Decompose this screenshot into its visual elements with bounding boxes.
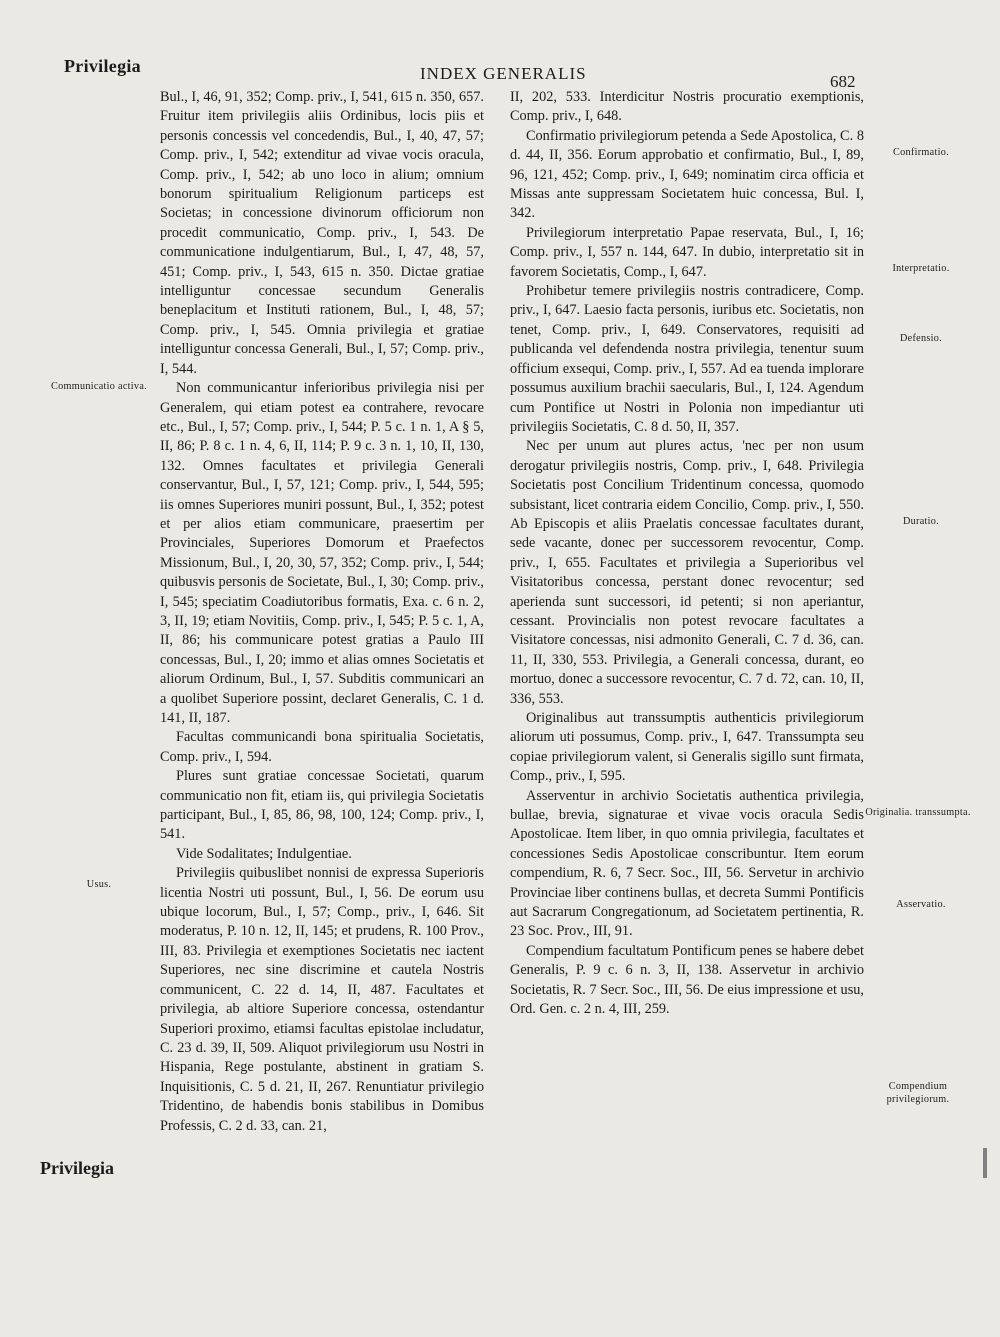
margin-note-communicatio: Communicatio activa. [51,381,147,392]
paragraph: Originalibus aut transsumptis authenticis privilegiorum aliorum uti possumus, Comp. priv., I, 647. Transsumpta seu copiae privilegiorum valent, si Generalis sigillo sunt firmata, Comp., priv., I, 595. [510,710,864,785]
left-text-column [160,88,484,1136]
paragraph: Nec per unum aut plures actus, 'nec per non usum derogatur privilegiis nostris, Comp. priv., I, 648. Privilegia Societatis post Concilium Tridentinum concessa, quomodo subsistant, licet contraria eidem Concilio, Comp. priv., I, 550. Ab Episcopis et aliis Praelatis concessae facultates durant, sede vacante, donec per successorem revocentur, Comp. priv., I, 655. Facultates et privilegia a Superioribus vel Visitatoribus concessa, perstant donec revocentur; sed aperienda sunt successori, id petenti; si non aperiantur, cessant. Provincialis non potest revocare facultates a Visitatore concessas, nisi admonito Generali, C. 7 d. 36, can. 11, II, 330, 553. Privilegia, a Generali concessa, durant, eo mortuo, donec a successore revocentur, C. 7 d. 72, can. 10, II, 336, 553. [510,438,864,707]
paragraph: Compendium facultatum Pontificum penes se habere debet Generalis, P. 9 c. 6 n. 3, II, 138. Asservetur in archivio Societatis, R. 7 Secr. Soc., III, 56. De eius impressione et usu, Ord. Gen. c. 2 n. 4, III, 259. [510,942,864,1018]
margin-note-originalia: Originalia. transsumpta. [865,807,971,818]
margin-note-asservatio: Asservatio. [896,899,946,910]
paragraph: Vide Sodalitates; Indulgentiae. [176,845,352,862]
margin-note-confirmatio: Confirmatio. [893,147,949,158]
paragraph: Non communicantur inferioribus privilegia nisi per Generalem, qui etiam potest ea contrahere, revocare etc., Bul., I, 57; Comp. priv., I, 544; P. 5 c. 1 n. 1, A § 5, II, 86; P. 8 c. 1 n. 4, 6, II, 114; P. 9 c. 3 n. 1, 10, II, 130, 132. Omnes facultates et privilegia Generali conservantur, Bul., I, 57, 121; Comp. priv., I, 544, 595; iis omnes Superiores muniri possunt, Bul., I, 352; potest et per alios etiam communicare, praesertim per Provinciales, Superiores Domorum et Praefectos Missionum, Bul., I, 20, 30, 57, 352; Comp. priv., I, 544; quibusvis personis de Societate, Bul., I, 30; Comp. priv., I, 545; speciatim Coadiutoribus formatis, Exa. c. 6 n. 2, 3, II, 19; etiam Novitiis, Comp. priv., I, 545; P. 5 c. 1, A, II, 86; his communicare potest gratias a Paulo III concessas, Bul., I, 20; immo et alias omnes Societatis et aliorum Ordinum, Bul., I, 57. Subditis communicari an a quolibet Superiore possint, declaret Generalis, C. 1 d. 141, II, 187. [160,380,484,726]
margin-note-duratio: Duratio. [902,516,940,527]
margin-note-usus: Usus. [86,879,112,890]
page-title: INDEX GENERALIS [420,64,587,83]
margin-note-compendium: Compendium privilegiorum. [886,1081,950,1105]
page-number: 682 [830,72,856,91]
paragraph: Asserventur in archivio Societatis authentica privilegia, bullae, brevia, signaturae et vivae vocis oracula Sedis Apostolicae. Item liber, in quo omnia privilegia, facultates et concessiones Sedis Apostolicae conscribuntur. Item eorum compendium, R. 6, 7 Secr. Soc., III, 56. Servetur in archivio Provinciae liber continens bullas, et decreta Summi Pontificis aut Sacrarum Congregationum, ad Societatem pertinentia, R. 23 Soc. Prov., III, 91. [510,787,864,940]
paragraph: Facultas communicandi bona spiritualia Societatis, Comp. priv., I, 594. [160,729,484,765]
paragraph: Privilegiorum interpretatio Papae reservata, Bul., I, 16; Comp. priv., I, 557 n. 144, 647. In dubio, interpretatio sit in favorem Societatis, Comp., I, 647. [510,224,864,280]
margin-note-interpretatio: Interpretatio. [892,263,950,274]
right-text-column [510,88,864,1020]
paragraph: Prohibetur temere privilegiis nostris contradicere, Comp. priv., I, 647. Laesio facta personis, iuribus etc. Societatis, non tenet, Comp. priv., I, 649. Conservatores, requisiti ad publicanda vel defendenda nostra privilegia, tenentur suum officium exsequi, Comp. priv., I, 557. Ad ea tuenda implorare possumus auxilium brachii saecularis, Bul., I, 124. Agendum cum Pontifice ut Nostri in Polonia non impediantur uti privilegiis Societatis, C. 8 d. 50, II, 357. [510,283,864,435]
running-head: Privilegia [64,56,141,76]
running-foot: Privilegia [40,1158,114,1178]
paragraph: Privilegiis quibuslibet nonnisi de expressa Superioris licentia Nostri uti possunt, Bul., I, 56. De eorum usu ubique locorum, Bul., I, 57; Comp., priv., I, 646. Sit moderatus, P. 10 n. 12, II, 145; et prudens, R. 100 Prov., III, 83. Privilegia et exemptiones Societatis nec iactent Superiores, nec sine discrimine et cautela Nostris communicent, C. 22 d. 14, II, 487. Facultates et privilegia, ab altiore Superiore concessa, ostendantur Superiori proximo, etiamsi facultas epistolae includatur, C. 23 d. 39, II, 509. Aliquot privilegiorum usu Nostri in Hispania, Rege postulante, abstinent in gratiam S. Inquisitionis, C. 5 d. 21, II, 267. Renuntiatur privilegio Tridentino, de habendis bonis stabilibus in Domibus Professis, C. 2 d. 33, can. 21, [160,865,484,1134]
paragraph: II, 202, 533. Interdicitur Nostris procuratio exemptionis, Comp. priv., I, 648. [510,89,864,125]
paragraph: Plures sunt gratiae concessae Societati, quarum communicatio non fit, etiam iis, qui privilegia Societatis participant, Bul., I, 85, 86, 98, 100, 124; Comp. priv., I, 541. [160,768,484,843]
paragraph: Confirmatio privilegiorum petenda a Sede Apostolica, C. 8 d. 44, II, 356. Eorum approbatio et confirmatio, Bul., I, 89, 96, 121, 452; Comp. priv., I, 649; nominatim circa officia et Missas ante suppressam Societatem huic concessa, Bul. I, 342. [510,127,864,222]
margin-note-defensio: Defensio. [899,333,943,344]
paragraph: Bul., I, 46, 91, 352; Comp. priv., I, 541, 615 n. 350, 657. Fruitur item privilegiis aliis Ordinibus, locis piis et personis concessis vel concedendis, Bul., I, 40, 47, 57; Comp. priv., I, 542; extenditur ad vivae vocis oracula, Comp. priv., I, 542; ab uno loco in alium; omnium bonorum spiritualium Religionum particeps est Societas; in concessione divinorum officiorum non procedit communicatio, Comp. priv., I, 543. De communicatione indulgentiarum, Bul., I, 47, 48, 57, 451; Comp. priv., I, 543, 615 n. 350. Dictae gratiae intelliguntur concessae secundum Generalis beneplacitum et Instituti rationem, Bul., I, 48, 57; Comp. priv., I, 545. Omnia privilegia et gratiae intelliguntur concessa Generali, Bul., I, 57; Comp. priv., I, 544. [160,89,484,377]
page-edge-mark [983,1148,987,1178]
